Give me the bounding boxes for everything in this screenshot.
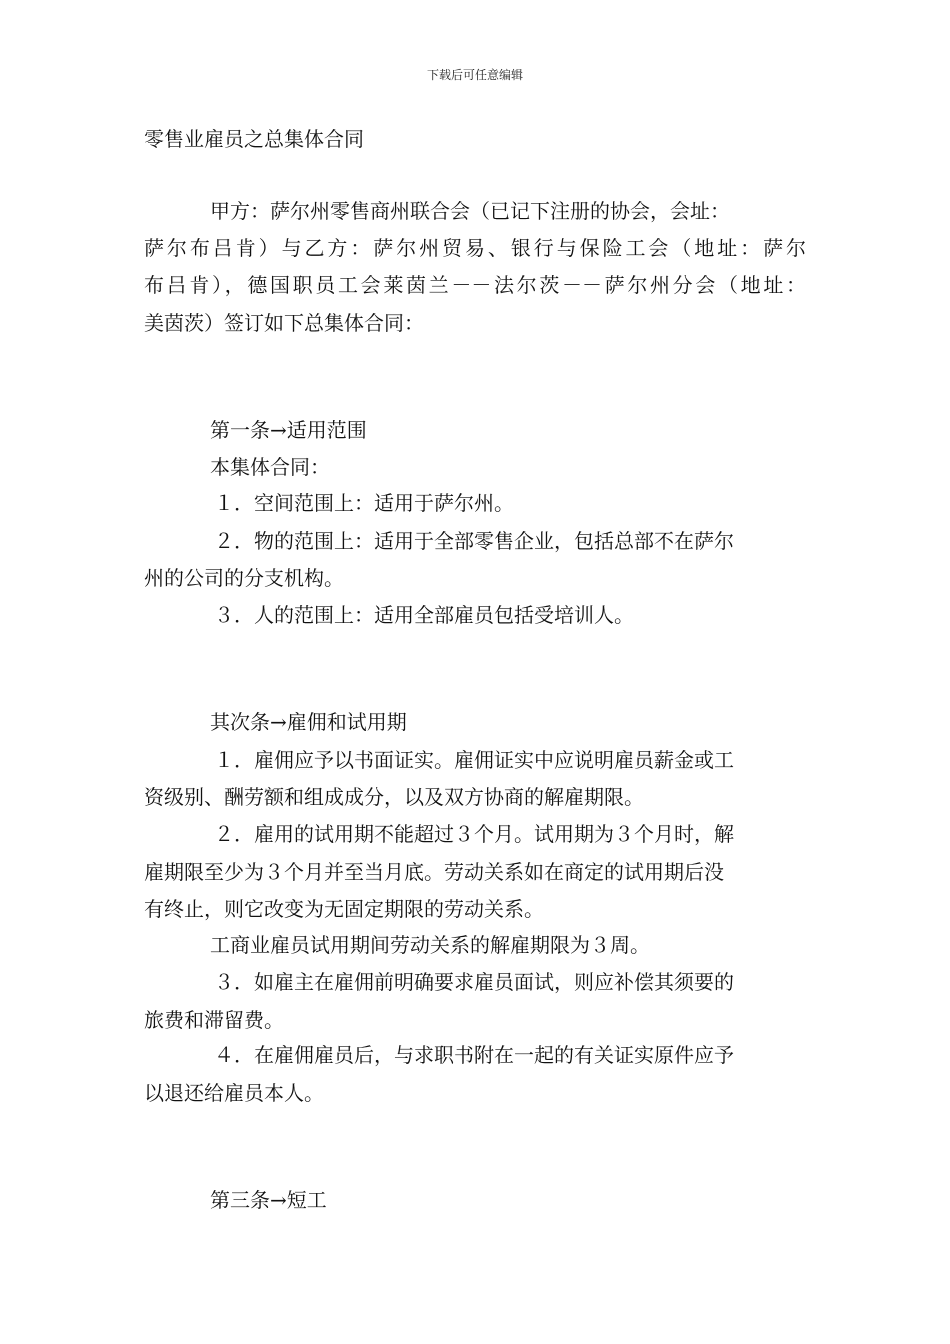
- article-1-item-1: １．空间范围上：适用于萨尔州。: [214, 491, 514, 515]
- article-2-item-3-line-2: 旅费和滞留费。: [144, 1008, 284, 1032]
- article-2-item-1-line-2: 资级别、酬劳额和组成成分，以及双方协商的解雇期限。: [144, 785, 644, 809]
- article-2-item-2-note: 工商业雇员试用期间劳动关系的解雇期限为３周。: [210, 933, 650, 957]
- article-1-item-2-line-1: ２．物的范围上：适用于全部零售企业，包括总部不在萨尔: [214, 529, 734, 553]
- article-2-item-2-line-1: ２．雇用的试用期不能超过３个月。试用期为３个月时，解: [214, 822, 734, 846]
- article-1-intro: 本集体合同：: [210, 455, 330, 479]
- preamble-line-3: 布吕肯），德国职员工会莱茵兰－－法尔茨－－萨尔州分会（地址：: [144, 273, 806, 297]
- preamble-line-1: 甲方：萨尔州零售商州联合会（已记下注册的协会，会址：: [210, 199, 730, 223]
- article-2-item-4-line-1: ４．在雇佣雇员后，与求职书附在一起的有关证实原件应予: [214, 1043, 734, 1067]
- article-2-item-4-line-2: 以退还给雇员本人。: [144, 1081, 324, 1105]
- article-2-item-2-line-3: 有终止，则它改变为无固定期限的劳动关系。: [144, 897, 544, 921]
- article-2-heading: 其次条→雇佣和试用期: [210, 710, 407, 734]
- page-header-note: 下载后可任意编辑: [426, 68, 523, 82]
- preamble-line-4: 美茵茨）签订如下总集体合同：: [144, 311, 424, 335]
- article-3-heading: 第三条→短工: [210, 1188, 327, 1212]
- article-1-item-3: ３．人的范围上：适用全部雇员包括受培训人。: [214, 603, 634, 627]
- article-1-item-2-line-2: 州的公司的分支机构。: [144, 566, 344, 590]
- article-1-heading: 第一条→适用范围: [210, 418, 367, 442]
- article-2-item-1-line-1: １．雇佣应予以书面证实。雇佣证实中应说明雇员薪金或工: [214, 748, 734, 772]
- article-2-item-2-line-2: 雇期限至少为３个月并至当月底。劳动关系如在商定的试用期后没: [144, 860, 724, 884]
- preamble-line-2: 萨尔布吕肯）与乙方：萨尔州贸易、银行与保险工会（地址：萨尔: [144, 236, 806, 260]
- article-2-item-3-line-1: ３．如雇主在雇佣前明确要求雇员面试，则应补偿其须要的: [214, 970, 734, 994]
- document-title: 零售业雇员之总集体合同: [144, 127, 364, 151]
